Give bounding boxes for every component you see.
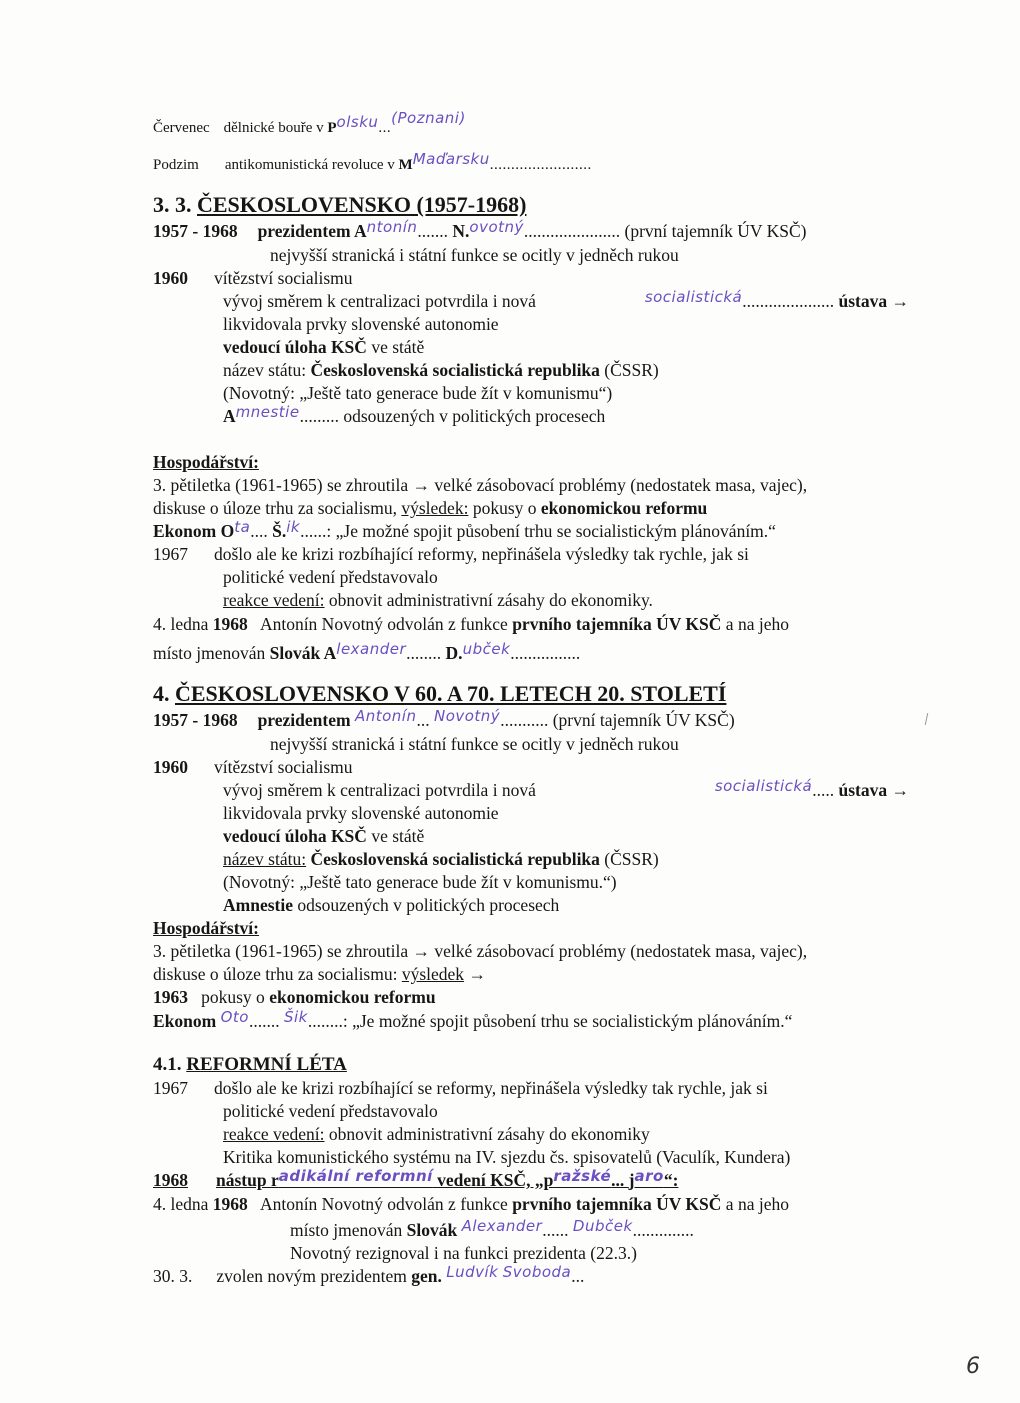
fill-dots: ..................... xyxy=(742,291,839,311)
section-heading-4-1 xyxy=(153,1054,347,1076)
row-president xyxy=(153,709,735,732)
text: (první tajemník ÚV KSČ) xyxy=(552,710,735,730)
subheading-hospodarstvi xyxy=(153,917,259,939)
label: Ekonom xyxy=(153,1011,221,1031)
text-line: politické vedení představovalo xyxy=(223,567,438,587)
margin-mark xyxy=(925,713,928,725)
text: obnovit administrativní zásahy do ekonomiky xyxy=(324,1124,650,1144)
row-slovak xyxy=(153,642,580,665)
heading-number: 4.1. xyxy=(153,1054,187,1075)
text: antikomunistická revoluce v xyxy=(224,157,399,173)
row-30-3 xyxy=(153,1265,584,1288)
fill-dots: ..... xyxy=(812,780,839,800)
text-line: nejvyšší stranická i státní funkce se ocitly v jedněch rukou xyxy=(270,734,679,754)
fill-dots: ...... xyxy=(300,521,327,541)
text: ve státě xyxy=(366,826,425,846)
text: pokusy o xyxy=(468,498,541,518)
row-jan-1968 xyxy=(153,613,789,635)
label: “: xyxy=(663,1170,679,1190)
bold-letter: P xyxy=(327,120,337,136)
text: vývoj směrem k centralizaci potvrdila i nová xyxy=(223,291,536,311)
label: Š. xyxy=(272,521,287,541)
year: 1968 xyxy=(212,614,248,634)
fill-dots: ................ xyxy=(510,643,581,663)
year: 1968 xyxy=(212,1194,248,1214)
handwritten-answer: Alexander xyxy=(461,1217,543,1235)
handwritten-answer: adikální reformní xyxy=(278,1167,433,1185)
month-label: Červenec xyxy=(153,120,210,136)
handwritten-answer: ntonín xyxy=(366,218,418,236)
handwritten-answer: ražské xyxy=(553,1167,612,1185)
handwritten-answer: lexander xyxy=(336,640,407,658)
text: odsouzených v politických procesech xyxy=(338,406,606,426)
text: Antonín Novotný odvolán z funkce xyxy=(247,614,513,634)
row-economist xyxy=(153,520,776,543)
row-1960 xyxy=(153,267,353,289)
bold-text: Československá socialistická republika xyxy=(310,360,600,380)
fill-dots: .... xyxy=(250,521,273,541)
text-line: politické vedení představovalo xyxy=(223,1101,438,1121)
text: vývoj směrem k centralizaci potvrdila i nová xyxy=(223,780,536,800)
year: 1968 xyxy=(153,1170,188,1190)
row-1967 xyxy=(153,1077,768,1099)
fill-dots: ......... xyxy=(299,406,339,426)
page-number: 6 xyxy=(966,1354,980,1379)
text-line: Kritika komunistického systému na IV. sjezdu čs. spisovatelů (Vaculík, Kundera) xyxy=(223,1147,791,1167)
text: Antonín Novotný odvolán z funkce xyxy=(247,1194,513,1214)
underlined-text: výsledek xyxy=(401,964,465,984)
handwritten-answer: socialistická xyxy=(714,777,813,795)
fill-dots: ...................... xyxy=(523,221,625,241)
text-line xyxy=(223,589,653,611)
handwritten-answer: ovotný xyxy=(469,218,524,236)
label: vedení KSČ, „p xyxy=(432,1170,554,1190)
text-line xyxy=(153,963,486,985)
bold-text: ekonomickou reformu xyxy=(540,498,708,518)
row-1968-start xyxy=(153,1169,678,1192)
fill-dots: ... xyxy=(571,1266,585,1286)
text-line xyxy=(223,336,424,358)
section-heading-3-3 xyxy=(153,194,526,216)
quote: : „Je možné spojit působení trhu se socialistickým plánováním.“ xyxy=(342,1011,793,1031)
text-line: likvidovala prvky slovenské autonomie xyxy=(223,314,499,334)
bold-text: Amnestie xyxy=(223,895,293,915)
label: Slovák xyxy=(406,1220,462,1240)
text: diskuse o úloze trhu za socialismu, xyxy=(153,498,402,518)
handwritten-answer: ta xyxy=(234,518,251,536)
section-heading-4 xyxy=(153,683,726,705)
year: 1957 - 1968 xyxy=(153,710,238,730)
text: došlo ale ke krizi rozbíhající reformy, nepřinášela výsledky tak rychle, jak si xyxy=(214,544,749,564)
text: diskuse o úloze trhu za socialismu: xyxy=(153,964,402,984)
handwritten-answer: olsku xyxy=(336,113,379,131)
subheading-text: Hospodářství: xyxy=(153,918,259,938)
season-label: Podzim xyxy=(153,157,199,173)
text-line: likvidovala prvky slovenské autonomie xyxy=(223,803,499,823)
fill-dots: ... xyxy=(416,710,434,730)
text: vítězství socialismu xyxy=(214,757,353,777)
underlined-text: reakce vedení: xyxy=(223,590,325,610)
handwritten-note: (Poznani) xyxy=(391,109,466,127)
bold-text: prvního tajemníka ÚV KSČ xyxy=(512,1194,722,1214)
text: zvolen novým prezidentem xyxy=(216,1266,412,1286)
label: N. xyxy=(452,221,470,241)
row-economist xyxy=(153,1010,792,1033)
text: (ČSSR) xyxy=(599,360,659,380)
text-line: nejvyšší stranická i státní funkce se ocitly v jedněch rukou xyxy=(270,245,679,265)
text-line xyxy=(223,894,559,916)
year: 1960 xyxy=(153,268,188,288)
year: 1957 - 1968 xyxy=(153,221,238,241)
text-line xyxy=(223,825,424,847)
arrow-icon: → xyxy=(891,291,909,311)
quote: : „Je možné spojit působení trhu se socialistickým plánováním.“ xyxy=(326,521,776,541)
fill-dots: ........... xyxy=(500,710,553,730)
text: (ČSSR) xyxy=(599,849,659,869)
row-president xyxy=(153,220,806,243)
label: D. xyxy=(445,643,463,663)
bold-text: prvního tajemníka ÚV KSČ xyxy=(512,614,722,634)
underlined-text: reakce vedení: xyxy=(223,1124,325,1144)
row-jan-1968 xyxy=(153,1193,789,1215)
year: 1967 xyxy=(153,544,188,564)
text: a na jeho xyxy=(721,614,789,634)
label: ústava xyxy=(838,780,888,800)
fill-dots: ........ xyxy=(307,1011,343,1031)
handwritten-answer: socialistická xyxy=(644,288,743,306)
line-podzim xyxy=(153,150,592,176)
fill-dots: ....... xyxy=(417,221,453,241)
text-line xyxy=(153,497,707,519)
text: pokusy o xyxy=(188,987,270,1007)
handwritten-answer: Ludvík xyxy=(446,1263,499,1281)
heading-title: REFORMNÍ LÉTA xyxy=(186,1054,347,1075)
fill-dots: ........ xyxy=(406,643,446,663)
arrow-icon: → xyxy=(464,964,486,984)
handwritten-answer: ubček xyxy=(462,640,511,658)
handwritten-answer: Svoboda xyxy=(502,1263,572,1281)
text: obnovit administrativní zásahy do ekonomiky. xyxy=(324,590,653,610)
handwritten-answer: mnestie xyxy=(235,403,300,421)
text: (první tajemník ÚV KSČ) xyxy=(624,221,807,241)
text: místo jmenován xyxy=(290,1220,407,1240)
label: Ekonom O xyxy=(153,521,235,541)
year: 1963 xyxy=(153,987,188,1007)
label: prezidentem xyxy=(257,710,355,730)
text: místo jmenován xyxy=(153,643,270,663)
quote-line: (Novotný: „Ještě tato generace bude žít v komunismu.“) xyxy=(223,872,617,892)
label: nástup r xyxy=(216,1170,279,1190)
handwritten-answer: aro xyxy=(634,1167,664,1185)
handwritten-answer: Antonín xyxy=(354,707,417,725)
heading-number: 4. xyxy=(153,681,175,706)
row-1963 xyxy=(153,986,436,1008)
subheading-text: Hospodářství: xyxy=(153,452,259,472)
label: j xyxy=(628,1170,635,1190)
date: 4. ledna xyxy=(153,614,213,634)
arrow-icon: → xyxy=(891,780,909,800)
text-line: 3. pětiletka (1961-1965) se zhroutila → velké zásobovací problémy (nedostatek masa, vajec), xyxy=(153,941,808,961)
subheading-hospodarstvi xyxy=(153,451,259,473)
fill-dots: .............. xyxy=(632,1220,694,1240)
bold-letter: M xyxy=(398,157,413,173)
label: Slovák A xyxy=(269,643,337,663)
text-line xyxy=(223,359,659,381)
fill-dots: ....... xyxy=(248,1011,284,1031)
row-1967 xyxy=(153,543,749,565)
quote-line: (Novotný: „Ještě tato generace bude žít v komunismu“) xyxy=(223,383,613,403)
text-line: Novotný rezignoval i na funkci prezidenta (22.3.) xyxy=(290,1243,637,1263)
text: došlo ale ke krizi rozbíhající se reformy, nepřinášela výsledky tak rychle, jak si xyxy=(214,1078,768,1098)
fill-dots: ........................ xyxy=(489,157,592,173)
label: prezidentem A xyxy=(257,221,367,241)
fill-dots: ... xyxy=(611,1170,629,1190)
text-line: 3. pětiletka (1961-1965) se zhroutila → velké zásobovací problémy (nedostatek masa, vajec), xyxy=(153,475,808,495)
year: 1960 xyxy=(153,757,188,777)
handwritten-answer: Dubček xyxy=(572,1217,633,1235)
underlined-text: název státu: xyxy=(223,849,307,869)
bold-text: vedoucí úloha KSČ xyxy=(223,337,367,357)
row-1960 xyxy=(153,756,353,778)
row-slovak xyxy=(290,1219,694,1242)
bold-text: ekonomickou reformu xyxy=(269,987,436,1007)
underlined-text: výsledek: xyxy=(401,498,469,518)
handwritten-answer: Novotný xyxy=(433,707,501,725)
bold-text: vedoucí úloha KSČ xyxy=(223,826,367,846)
text: ve státě xyxy=(366,337,425,357)
handwritten-answer: Oto xyxy=(220,1008,249,1026)
date: 30. 3. xyxy=(153,1266,193,1286)
year: 1967 xyxy=(153,1078,188,1098)
label: A xyxy=(223,406,236,426)
heading-title: ČESKOSLOVENSKO V 60. A 70. LETECH 20. STOLETÍ xyxy=(175,681,727,706)
text: dělnické bouře v xyxy=(223,120,328,136)
fill-dots: ...... xyxy=(542,1220,573,1240)
text: a na jeho xyxy=(721,1194,789,1214)
handwritten-answer: Maďarsku xyxy=(412,150,490,168)
text: název státu: xyxy=(223,360,311,380)
handwritten-answer: Šik xyxy=(283,1008,308,1026)
text-line xyxy=(223,405,605,428)
handwritten-answer: ik xyxy=(286,518,301,536)
text: vítězství socialismu xyxy=(214,268,353,288)
heading-title: ČESKOSLOVENSKO (1957-1968) xyxy=(197,192,527,217)
row-constitution xyxy=(223,290,909,313)
row-constitution xyxy=(223,779,909,802)
fill-dots: ... xyxy=(378,120,392,136)
date: 4. ledna xyxy=(153,1194,213,1214)
text-line xyxy=(223,848,659,870)
label: ústava xyxy=(838,291,888,311)
bold-text: Československá socialistická republika xyxy=(306,849,600,869)
text-line xyxy=(223,1123,650,1145)
line-cervenec xyxy=(153,109,466,139)
label: gen. xyxy=(411,1266,447,1286)
heading-number: 3. 3. xyxy=(153,192,197,217)
text: odsouzených v politických procesech xyxy=(292,895,560,915)
